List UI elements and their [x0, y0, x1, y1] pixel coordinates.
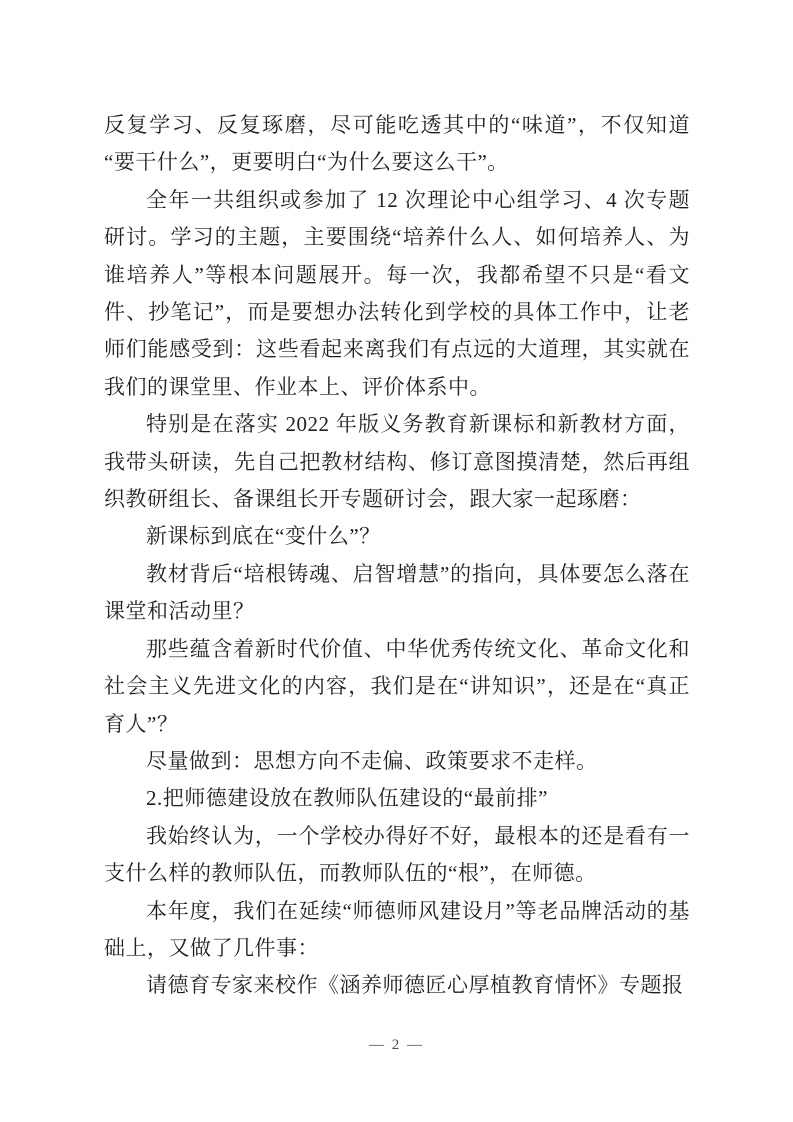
paragraph: 新课标到底在“变什么”？: [146, 524, 381, 549]
paragraph: 尽量做到：思想方向不走偏、政策要求不走样。: [146, 748, 598, 773]
page-number: — 2 —: [369, 1037, 424, 1053]
paragraph: 本年度，我们在延续“师德师风建设月”等老品牌活动的基础上，又做了几件事：: [104, 898, 690, 960]
paragraph: 全年一共组织或参加了 12 次理论中心组学习、4 次专题研讨。学习的主题，主要围绕“培养什么人、如何培养人、为谁培养人”等根本问题展开。每一次，我都希望不只是“看文件、抄笔记”，而是要想办法转化到学校的具体工作中，让老师们能感受到：这些看起来离我们有点远的大道理，其实就在我们的课堂里、作业本上、评价体系中。: [104, 187, 690, 399]
paragraph: 那些蕴含着新时代价值、中华优秀传统文化、革命文化和社会主义先进文化的内容，我们是在“讲知识”，还是在“真正育人”？: [104, 636, 690, 736]
paragraph: 反复学习、反复琢磨，尽可能吃透其中的“味道”，不仅知道“要干什么”，更要明白“为什么要这么干”。: [104, 113, 690, 175]
paragraph: 请德育专家来校作《涵养师德匠心厚植教育情怀》专题报: [146, 973, 684, 998]
document-body: [104, 107, 690, 1005]
paragraph: 特别是在落实 2022 年版义务教育新课标和新教材方面，我带头研读，先自己把教材结构、修订意图摸清楚，然后再组织教研组长、备课组长开专题研讨会，跟大家一起琢磨：: [104, 412, 690, 512]
paragraph: 教材背后“培根铸魂、启智增慧”的指向，具体要怎么落在课堂和活动里？: [104, 561, 690, 624]
paragraph: 2.把师德建设放在教师队伍建设的“最前排”: [146, 786, 548, 811]
paragraph: 我始终认为，一个学校办得好不好，最根本的还是看有一支什么样的教师队伍，而教师队伍的“根”，在师德。: [104, 823, 690, 886]
